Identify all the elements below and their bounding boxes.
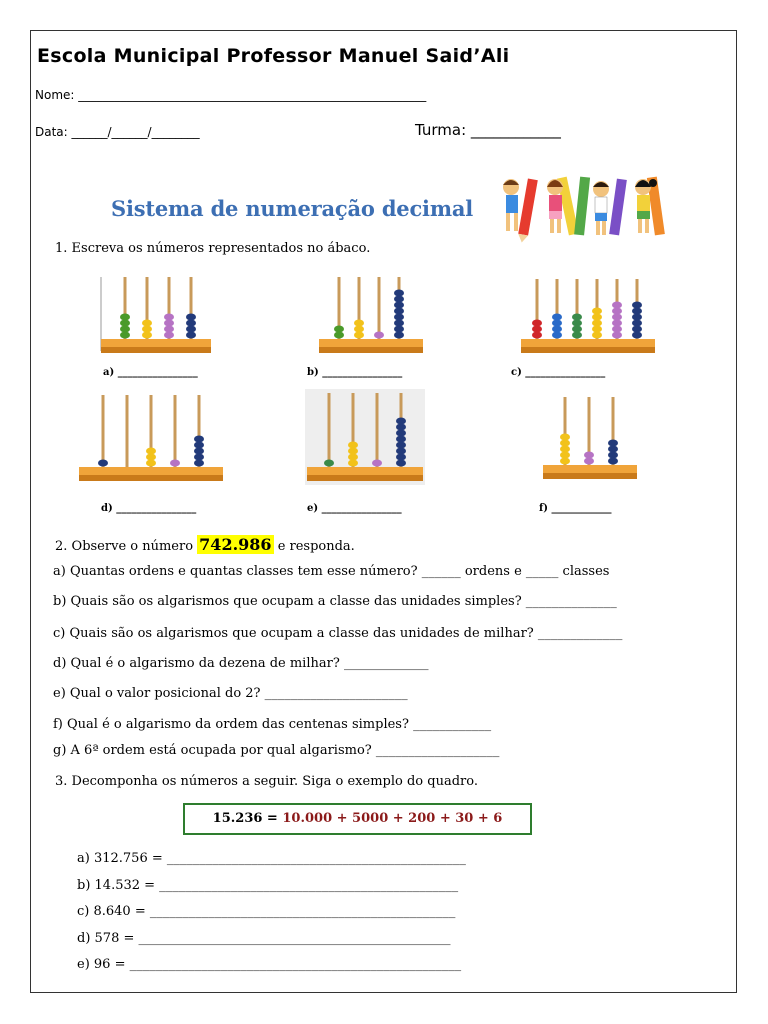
question-2-item-c: c) Quais são os algarismos que ocupam a classe das unidades de milhar? _____________: [53, 626, 623, 641]
question-2-item-b: b) Quais são os algarismos que ocupam a classe das unidades simples? ______________: [53, 594, 617, 609]
question-3-prompt: 3. Decomponha os números a seguir. Siga o exemplo do quadro.: [55, 774, 478, 789]
question-2-item-a: a) Quantas ordens e quantas classes tem esse número? ______ ordens e _____ classes: [53, 564, 610, 579]
page-title: Sistema de numeração decimal: [111, 196, 474, 221]
date-field-line: Data: ______/______/________: [35, 125, 200, 139]
question-3-item-b: b) 14.532 = ______________________________________________: [77, 878, 459, 893]
children-with-pencils-illustration: [501, 173, 677, 243]
question-2-intro: 2. Observe o número: [55, 539, 194, 554]
example-number: 15.236 =: [212, 811, 278, 826]
abacus-b: [317, 273, 427, 355]
question-3-item-e: e) 96 = ___________________________________________________: [77, 957, 462, 972]
abacus-d-answer: d) ________________: [101, 503, 197, 514]
question-3-item-d: d) 578 = ________________________________________________: [77, 931, 451, 946]
question-2-item-f: f) Qual é o algarismo da ordem das centenas simples? ____________: [53, 717, 492, 732]
question-2-item-d: d) Qual é o algarismo da dezena de milhar? _____________: [53, 656, 429, 671]
worksheet-page: [30, 30, 737, 993]
class-field-line: Turma: ____________: [415, 121, 561, 139]
abacus-e: [305, 389, 425, 485]
abacus-a: [95, 273, 215, 355]
school-name: Escola Municipal Professor Manuel Said’Ali: [37, 45, 510, 67]
name-field-line: Nome: __________________________________________________________: [35, 88, 427, 102]
question-3-item-c: c) 8.640 = _______________________________________________: [77, 904, 456, 919]
abacus-f: [541, 393, 641, 483]
abacus-b-answer: b) ________________: [307, 367, 403, 378]
abacus-e-answer: e) ________________: [307, 503, 402, 514]
question-2-item-g: g) A 6ª ordem está ocupada por qual algarismo? ___________________: [53, 743, 500, 758]
question-2-item-e: e) Qual o valor posicional do 2? ______________________: [53, 686, 408, 701]
question-1-prompt: 1. Escreva os números representados no ábaco.: [55, 241, 371, 256]
example-decomposition: 10.000 + 5000 + 200 + 30 + 6: [282, 811, 503, 826]
highlighted-number: 742.986: [199, 535, 272, 554]
abacus-c: [519, 275, 659, 357]
abacus-d: [77, 391, 227, 485]
abacus-a-answer: a) ________________: [103, 367, 198, 378]
abacus-c-answer: c) ________________: [511, 367, 606, 378]
question-2-intro-end: e responda.: [277, 539, 355, 554]
question-2-prompt: [55, 535, 355, 554]
question-3-item-a: a) 312.756 = ______________________________________________: [77, 851, 466, 866]
abacus-f-answer: f) ____________: [539, 503, 612, 514]
example-box: [183, 803, 532, 835]
